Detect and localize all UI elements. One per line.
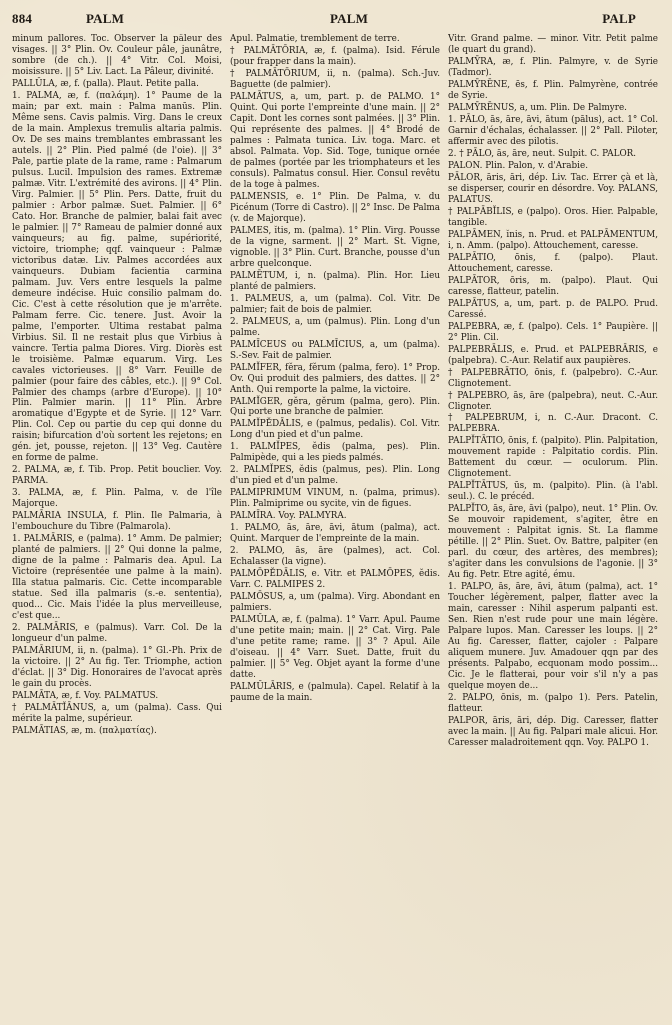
entry-right-11: PALPĀTOR, ōris, m. (palpo). Plaut. Qui caresse, flatteur, patelin. [448,275,658,297]
entry-right-13: PALPEBRA, æ, f. (palpo). Cels. 1° Paupière. || 2° Plin. Cil. [448,321,658,343]
entry-middle-5: PALMES, ĭtis, m. (palma). 1° Plin. Virg. Pousse de la vigne, sarment. || 2° Mart. St. Vigne, vignoble. || 3° Plin. Curt. Branche, pousse d'un arbre quelconque. [230,225,440,269]
entry-left-11: PALMĀTIAS, æ, m. (παλματίας). [12,726,157,737]
entry-left-10: † PALMĀTĬĀNUS, a, um (palma). Cass. Qui mérite la palme, supérieur. [12,703,222,725]
entry-middle-14: 2. PALMĬPES, ĕdis (palmus, pes). Plin. Long d'un pied et d'un palme. [230,465,440,487]
entry-middle-22: PALMŬLĀRIS, e (palmula). Capel. Relatif à la paume de la main. [230,682,440,704]
entry-right-20: PALPĬTO, ās, āre, āvi (palpo), neut. 1° Plin. Ov. Se mouvoir rapidement, s'agiter, être en mouvement : Palpitat ignis. St. La flamme pétille. || 2° Plin. Suet. Ov. Battre, palpiter (en parl. du cœur, des artères, des membres); s'agiter dans les convulsions de l'agonie. || 3° Au fig. Petr. Etre agité, ému. [448,504,658,581]
entry-middle-8: 2. PALMEUS, a, um (palmus). Plin. Long d'un palme. [230,316,440,338]
entry-right-14: PALPEBRĀLIS, e. Prud. et PALPEBRĀRIS, e (palpebra). C.-Aur. Relatif aux paupières. [448,344,658,366]
entry-left-3: 2. PALMA, æ, f. Tib. Prop. Petit bouclier. Voy. PARMA. [12,465,222,487]
entry-middle-13: 1. PALMĬPES, ĕdis (palma, pes). Plin. Palmipède, qui a les pieds palmés. [230,442,440,464]
entry-middle-11: PALMĬGER, gĕra, gĕrum (palma, gero). Plin. Qui porte une branche de palmier. [230,396,440,418]
entry-middle-0: Apul. Palmatie, tremblement de terre. [230,34,400,44]
entry-right-3: PALMȲRĒNUS, a, um. Plin. De Palmyre. [448,102,627,113]
entry-middle-15: PALMIPRIMUM VINUM, n. (palma, primus). Plin. Palmiprime ou sycite, vin de figues. [230,488,440,510]
entry-middle-2: † PALMĀTŌRIUM, ii, n. (palma). Sch.-Juv. Baguette (de palmier). [230,68,440,90]
entry-right-15: † PALPEBRĀTIO, ōnis, f. (palpebro). C.-Aur. Clignotement. [448,367,658,389]
center-running-head: PALM [330,11,369,26]
entry-right-19: PALPĬTĀTUS, ūs, m. (palpito). Plin. (à l'abl. seul.). C. le précéd. [448,481,658,503]
entry-left-4: 3. PALMA, æ, f. Plin. Palma, v. de l'île Majorque. [12,488,222,510]
entry-left-0: minum pallores. Toc. Observer la pâleur des visages. || 3° Plin. Ov. Couleur pâle, jaunâtre, sombre (de ch.). || 4° Vitr. Col. Moisi, moisissure. || 5° Liv. Lact. La Pâleur, divinité. [12,34,222,77]
entry-right-9: PALPĀMEN, ĭnis, n. Prud. et PALPĀMENTUM, i, n. Amm. (palpo). Attouchement, caresse. [448,229,658,251]
entry-middle-1: † PALMĀTŌRIA, æ, f. (palma). Isid. Férule (pour frapper dans la main). [230,45,440,67]
entry-right-4: 1. PĀLO, ās, āre, āvi, ātum (pālus), act. 1° Col. Garnir d'échalas, échalasser. || 2° Pall. Piloter, affermir avec des pilotis. [448,114,658,147]
entry-right-5: 2. † PĀLO, ās, āre, neut. Sulpit. C. PALOR. [448,148,637,159]
entry-middle-4: PALMENSIS, e. 1° Plin. De Palma, v. du Picénum (Torre di Castro). || 2° Insc. De Palma (v. de Majorque). [230,191,440,224]
entry-right-16: † PALPEBRO, ās, āre (palpebra), neut. C.-Aur. Clignoter. [448,390,658,412]
entry-middle-16: PALMĪRA. Voy. PALMYRA. [230,511,347,522]
entry-right-22: 2. PALPO, ōnis, m. (palpo 1). Pers. Patelin, flatteur. [448,693,658,715]
entry-right-18: PALPĬTĀTIO, ōnis, f. (palpito). Plin. Palpitation, mouvement rapide : Palpitatio cordis. Plin. Battement du cœur. — oculorum. Plin. Clignotement. [448,436,658,480]
entry-right-0: Vitr. Grand palme. — minor. Vitr. Petit palme (le quart du grand). [448,34,658,55]
entry-right-17: † PALPEBRUM, i, n. C.-Aur. Dracont. C. PALPEBRA. [448,413,658,435]
dictionary-columns [12,34,658,1016]
entry-right-6: PALON. Plin. Palon, v. d'Arabie. [448,160,589,171]
entry-left-8: PALMĀRIUM, ii, n. (palma). 1° Gl.-Ph. Prix de la victoire. || 2° Au fig. Ter. Triomphe, action d'éclat. || 3° Dig. Honoraires de l'avocat après le gain du procès. [12,646,222,690]
page-number: 884 [12,11,33,26]
entry-middle-9: PALMĪCEUS ou PALMĪCIUS, a, um (palma). S.-Sev. Fait de palmier. [230,339,440,361]
entry-right-21: 1. PALPO, ās, āre, āvi, ātum (palma), act. 1° Toucher légèrement, palper, flatter avec la main, caresser : Nihil asperum palpanti est. Sen. Rien n'est rude pour une main légère. Palpare lupos. Man. Caresser les loups. || 2° Au fig. Caresser, flatter, cajoler : Palpare aliquem munere. Juv. Amadouer qqn par des présents. Palpabo, ecquonam modo possim... Cic. Je le flatterai, pour voir s'il n'y a pas quelque moyen de... [448,582,658,692]
entry-right-10: PALPĀTIO, ōnis, f. (palpo). Plaut. Attouchement, caresse. [448,252,658,274]
column-middle [230,34,440,1016]
entry-left-2: 1. PALMA, æ, f. (παλάμη). 1° Paume de la main; par ext. main : Palma manūs. Plin. Même sens. Cavis palmis. Virg. Dans le creux de la main. Amplexus tremulis altaria palmis. Ov. De ses mains tremblantes embrassant les autels. || 2° Plin. Pied palmé (de l'oie). || 3° Pale, partie plate de la rame, rame : Palmarum pulsus. Lucil. Impulsion des rames. Extremæ palmæ. Vitr. L'extrémité des avirons. || 4° Plin. Virg. Palmier. || 5° Plin. Pers. Datte, fruit du palmier : Arbor palmæ. Suet. Palmier. || 6° Cato. Hor. Branche de palmier, balai fait avec le palmier. || 7° Rameau de palmier donné aux vainqueurs; au fig. palme, supériorité, victoire, triomphe; qqf. vainqueur : Palmæ victoribus datæ. Liv. Palmes accordées aux vainqueurs. Dubiam facientia carmina palmam. Juv. Vers entre lesquels la palme demeure indécise. Huic consilio palmam do. Cic. C'est à cette résolution que je m'arrête. Palmam ferre. Cic. tenere. Just. Avoir la palme, l'emporter. Ultima restabat palma Virbius. Sil. Il ne restait plus que Virbius à vaincre. Tertia palma Diores. Virg. Diorès est le troisième. Palmæ equarum. Virg. Les cavales victorieuses. || 8° Varr. Feuille de palmier (pour faire des câbles, etc.). || 9° Col. Palmier des champs (arbre d'Europe). || 10° Plin. Palmier marin. || 11° Plin. Arbre aromatique d'Egypte et de Syrie. || 12° Varr. Plin. Col. Cep ou partie du cep qui donne du raisin; bifurcation d'où sortent les rejetons; en gén. jet, pousse, rejeton. || 13° Veg. Cautère en forme de palme. [12,90,222,464]
entry-left-7: 2. PALMĀRIS, e (palmus). Varr. Col. De la longueur d'un palme. [12,623,222,645]
entry-right-23: PALPOR, āris, āri, dép. Dig. Caresser, flatter avec la main. || Au fig. Palpari male alicui. Hor. Caresser maladroitement qqn. Voy. PALPO 1. [448,716,658,749]
entry-middle-6: PALMĒTUM, i, n. (palma). Plin. Hor. Lieu planté de palmiers. [230,270,440,292]
entry-middle-12: PALMĬPĔDĀLIS, e (palmus, pedalis). Col. Vitr. Long d'un pied et d'un palme. [230,419,440,441]
entry-right-7: PĀLOR, āris, āri, dép. Liv. Tac. Errer çà et là, se disperser, courir en désordre. Voy. PALANS, PALATUS. [448,172,658,205]
entry-right-12: PALPĀTUS, a, um, part. p. de PALPO. Prud. Caressé. [448,298,658,320]
entry-left-1: PALLŬLA, æ, f. (palla). Plaut. Petite palla. [12,78,199,89]
entry-right-8: † PALPĀBĬLIS, e (palpo). Oros. Hier. Palpable, tangible. [448,206,658,228]
entry-middle-18: 2. PALMO, ās, āre (palmes), act. Col. Echalasser (la vigne). [230,546,440,568]
entry-left-9: PALMĀTA, æ, f. Voy. PALMATUS. [12,691,159,702]
entry-middle-17: 1. PALMO, ās, āre, āvi, ātum (palma), act. Quint. Marquer de l'empreinte de la main. [230,523,440,545]
entry-left-5: PALMĀRIA INSULA, f. Plin. Ile Palmaria, à l'embouchure du Tibre (Palmarola). [12,511,222,533]
entry-right-1: PALMȲRA, æ, f. Plin. Palmyre, v. de Syrie (Tadmor). [448,56,658,78]
entry-middle-19: PALMŌPĔDĀLIS, e. Vitr. et PALMŌPES, ĕdis. Varr. C. PALMIPES 2. [230,569,440,591]
right-running-head: PALP [602,11,636,26]
column-left [12,34,222,1016]
entry-left-6: 1. PALMĀRIS, e (palma). 1° Amm. De palmier; planté de palmiers. || 2° Qui donne la palme, digne de la palme : Palmaris dea. Apul. La Victoire (représentée une palme à la main). Illa statua palmaris. Cic. Cette incomparable statue. Sed illa palmaris (s.-e. sententia), quod... Cic. Mais l'idée la plus merveilleuse, c'est que... [12,534,222,622]
entry-middle-21: PALMŬLA, æ, f. (palma). 1° Varr. Apul. Paume d'une petite main; main. || 2° Cat. Virg. Pale d'une petite rame; rame. || 3° ? Apul. Aile d'oiseau. || 4° Varr. Suet. Datte, fruit du palmier. || 5° Veg. Objet ayant la forme d'une datte. [230,615,440,681]
entry-middle-7: 1. PALMEUS, a, um (palma). Col. Vitr. De palmier; fait de bois de palmier. [230,293,440,315]
left-running-head: PALM [86,11,125,26]
entry-middle-20: PALMŌSUS, a, um (palma). Virg. Abondant en palmiers. [230,592,440,614]
entry-middle-10: PALMĬFER, fĕra, fĕrum (palma, fero). 1° Prop. Ov. Qui produit des palmiers, des dattes. || 2° Anth. Qui remporte la palme, la victoire. [230,362,440,395]
entry-right-2: PALMȲRĒNE, ēs, f. Plin. Palmyrène, contrée de Syrie. [448,79,658,101]
page-header [12,10,660,28]
entry-middle-3: PALMĀTUS, a, um, part. p. de PALMO. 1° Quint. Qui porte l'empreinte d'une main. || 2° Capit. Dont les cornes sont palmées. || 3° Plin. Qui représente des palmes. || 4° Brodé de palmes : Palmata tunica. Liv. toga. Marc. et absol. Palmata. Vop. Sid. Toge, tunique ornée de palmes (portée par les triomphateurs et les consuls). Palmatus consul. Hier. Consul revêtu de la toge à palmes. [230,91,440,190]
column-right [448,34,658,1016]
